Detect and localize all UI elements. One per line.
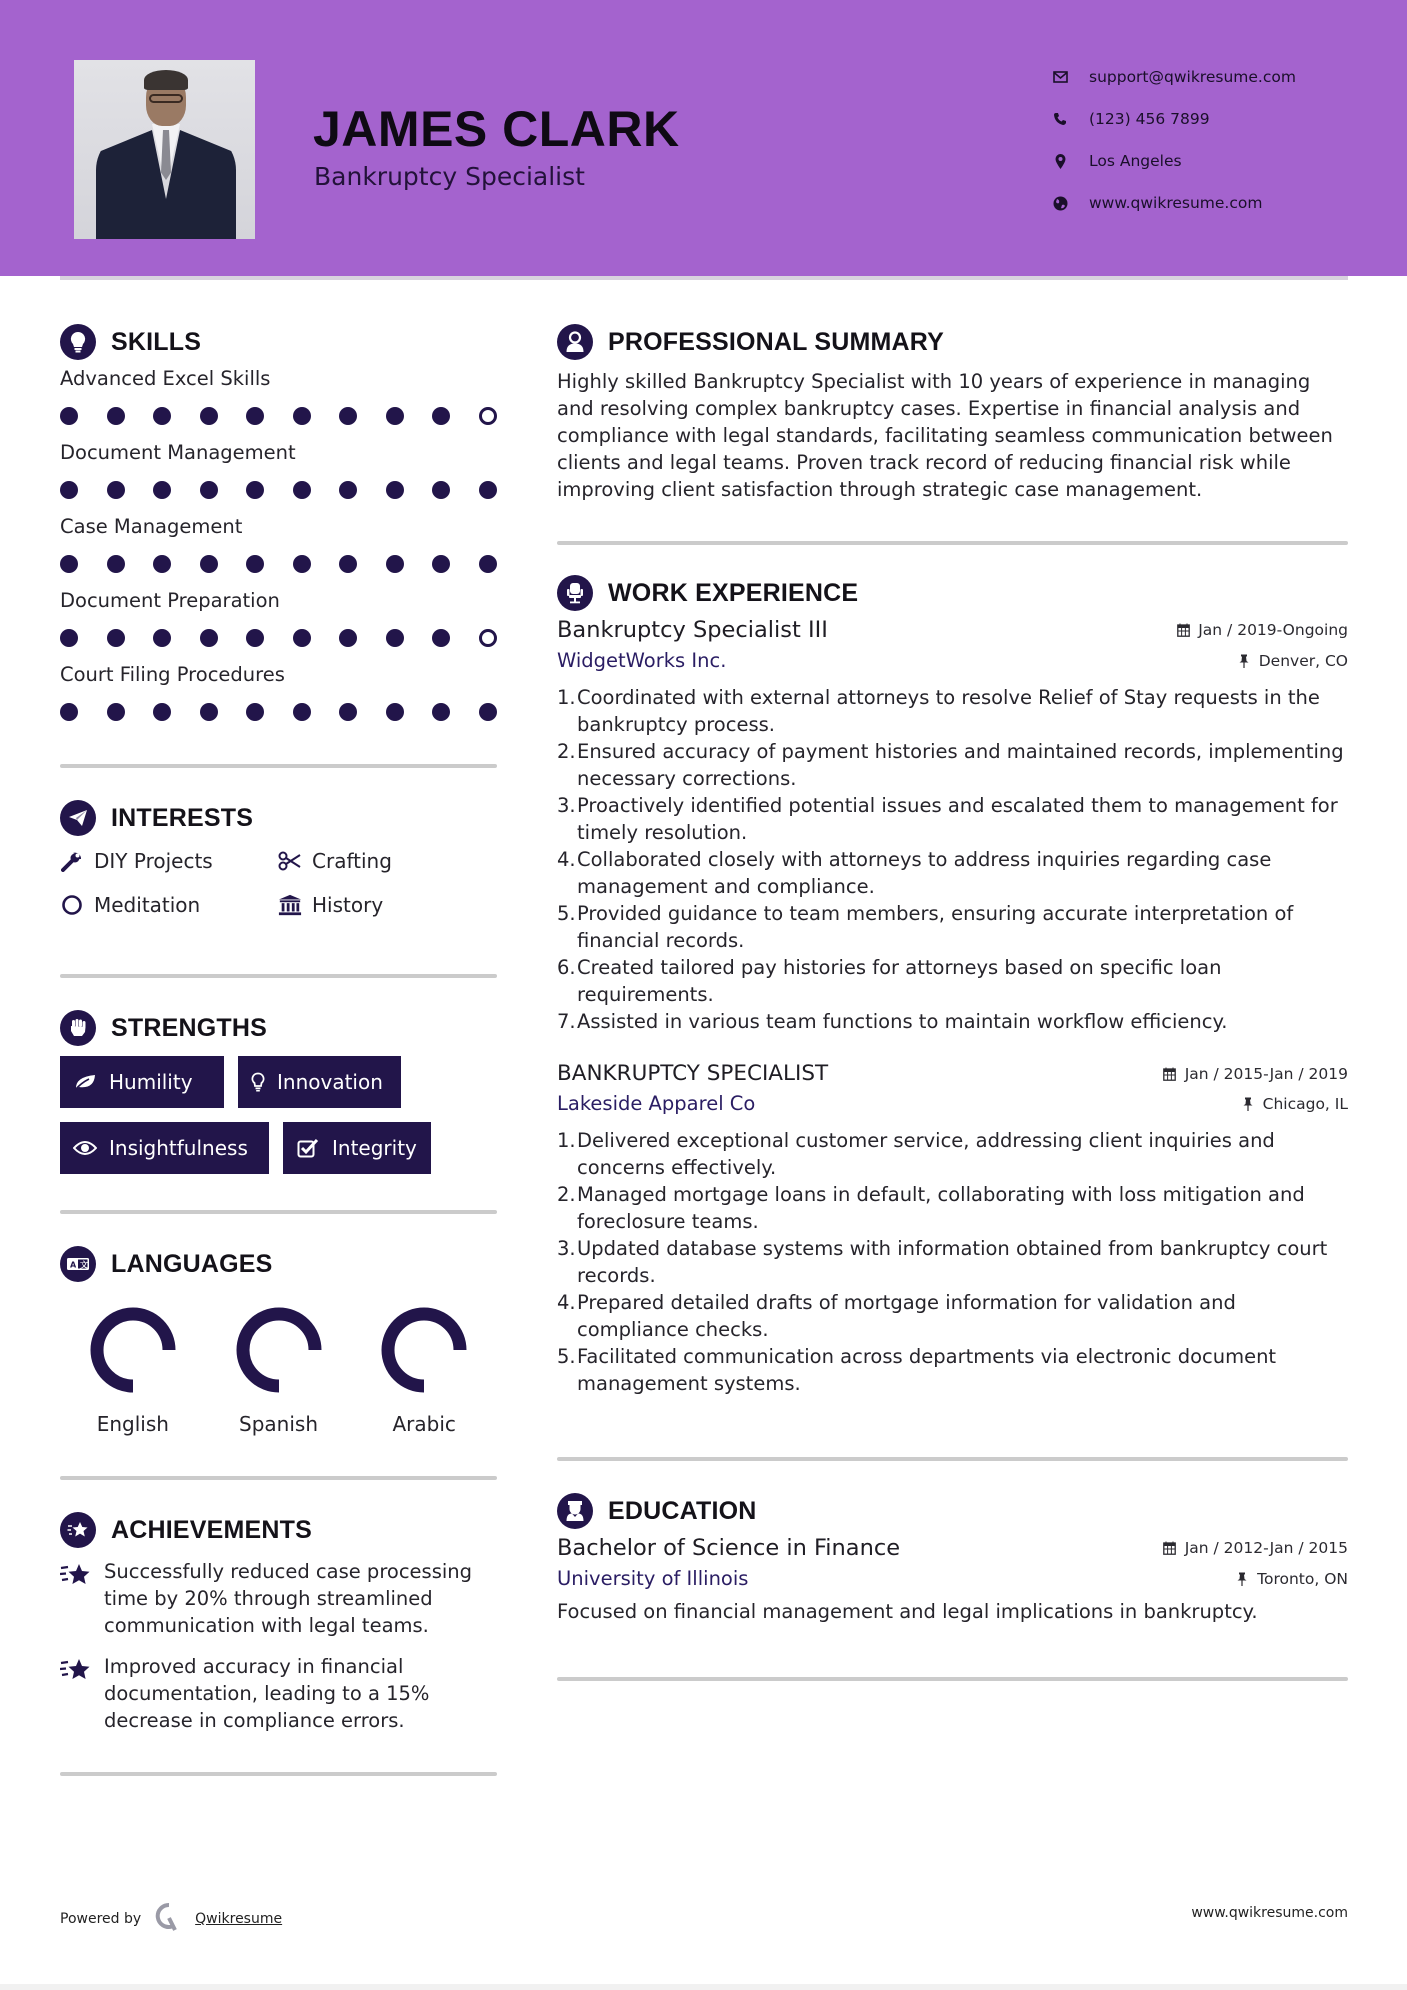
responsibility-item: 5. Facilitated communication across departments via electronic document management systems. [557, 1345, 1277, 1395]
qwikresume-logo-icon [155, 1902, 183, 1936]
section-divider [557, 541, 1348, 545]
education-location: Toronto, ON [1235, 1570, 1348, 1588]
responsibility-item: 2. Managed mortgage loans in default, collaborating with loss mitigation and foreclosure teams. [557, 1183, 1305, 1233]
strength-badge: Innovation [238, 1056, 401, 1108]
header-divider [60, 276, 1348, 280]
summary-section [557, 320, 1348, 503]
skill-item: Advanced Excel Skills [60, 364, 497, 438]
candidate-title: Bankruptcy Specialist [314, 162, 585, 191]
interest-item: Meditation [60, 886, 278, 924]
job-dates: Jan / 2015-Jan / 2019 [1163, 1065, 1348, 1083]
wrench-icon [60, 849, 84, 873]
responsibility-item: 5. Provided guidance to team members, ensuring accurate interpretation of financial records. [557, 902, 1294, 952]
section-divider [557, 1677, 1348, 1681]
experience-heading: WORK EXPERIENCE [557, 571, 1348, 615]
strength-badge: Integrity [283, 1122, 431, 1174]
skill-rating [60, 616, 497, 660]
responsibility-item: 6. Created tailored pay histories for attorneys based on specific loan requirements. [557, 956, 1222, 1006]
scissors-icon [278, 849, 302, 873]
eye-icon [72, 1137, 98, 1159]
pushpin-icon [1241, 1097, 1255, 1111]
powered-by-label: Powered by [60, 1911, 142, 1927]
checkbox-icon [295, 1137, 321, 1159]
section-divider [60, 974, 497, 978]
left-column [60, 320, 497, 1776]
company-name: Lakeside Apparel Co [557, 1092, 756, 1115]
skill-rating [60, 690, 497, 734]
fist-icon [60, 1010, 96, 1046]
lightbulb-icon [250, 1071, 266, 1093]
pushpin-icon [1235, 1572, 1249, 1586]
responsibility-item: 3. Proactively identified potential issues and escalated them to management for timely resolution. [557, 794, 1338, 844]
skill-item: Document Preparation [60, 586, 497, 660]
skill-item: Document Management [60, 438, 497, 512]
language-icon [60, 1246, 96, 1282]
footer-website-link[interactable]: www.qwikresume.com [1191, 1905, 1348, 1921]
page-bottom-edge [0, 1984, 1407, 1990]
svg-text:A: A [70, 1260, 77, 1270]
footer-branding [60, 1902, 282, 1936]
skill-rating [60, 468, 497, 512]
contact-location: Los Angeles [1050, 140, 1296, 182]
contact-email[interactable]: support@qwikresume.com [1050, 56, 1296, 98]
calendar-icon [1163, 1067, 1177, 1081]
language-level-ring [87, 1304, 179, 1396]
interests-heading: INTERESTS [60, 796, 497, 840]
skill-rating [60, 542, 497, 586]
section-divider [60, 764, 497, 768]
languages-list [60, 1304, 497, 1436]
job-responsibilities [557, 684, 1348, 1035]
skill-rating [60, 394, 497, 438]
profile-photo [74, 60, 255, 239]
contact-website[interactable]: www.qwikresume.com [1050, 182, 1296, 224]
languages-heading: A 文 LANGUAGES [60, 1242, 497, 1286]
job-entry [557, 617, 1348, 1035]
responsibility-item: 4. Collaborated closely with attorneys to address inquiries regarding case management and compliance. [557, 848, 1272, 898]
education-section [557, 1489, 1348, 1625]
language-level-ring [233, 1304, 325, 1396]
interest-item: History [278, 886, 478, 924]
strengths-list [60, 1056, 480, 1174]
interest-item: DIY Projects [60, 842, 278, 880]
skills-heading: SKILLS [60, 320, 497, 364]
job-dates: Jan / 2019-Ongoing [1176, 621, 1348, 639]
phone-icon [1052, 111, 1068, 127]
qwikresume-link[interactable]: Qwikresume [195, 1911, 283, 1927]
strengths-heading: STRENGTHS [60, 1006, 497, 1050]
job-entry [557, 1061, 1348, 1397]
responsibility-item: 1. Delivered exceptional customer service, addressing client inquiries and concerns effectively. [557, 1129, 1275, 1179]
paper-plane-icon [60, 800, 96, 836]
responsibility-item: 1. Coordinated with external attorneys to resolve Relief of Stay requests in the bankruptcy process. [557, 686, 1320, 736]
skill-item: Case Management [60, 512, 497, 586]
user-icon [557, 324, 593, 360]
responsibility-item: 3. Updated database systems with information obtained from bankruptcy court records. [557, 1237, 1328, 1287]
job-responsibilities [557, 1127, 1348, 1397]
school-name: University of Illinois [557, 1567, 749, 1590]
language-level-ring [378, 1304, 470, 1396]
education-heading: EDUCATION [557, 1489, 1348, 1533]
achievements-section [60, 1508, 497, 1734]
bank-icon [278, 893, 302, 917]
language-item: Spanish [206, 1304, 352, 1436]
achievement-item: Successfully reduced case processing time by 20% through streamlined communication with legal teams. [60, 1558, 497, 1639]
resume-header [0, 0, 1407, 276]
job-location: Denver, CO [1237, 652, 1348, 670]
star-badge-icon [60, 1512, 96, 1548]
responsibility-item: 2. Ensured accuracy of payment histories and maintained records, implementing necessary corrections. [557, 740, 1344, 790]
circle-icon [60, 893, 84, 917]
section-divider [557, 1457, 1348, 1461]
languages-section [60, 1242, 497, 1436]
right-column [557, 320, 1348, 1681]
map-marker-icon [1052, 153, 1068, 169]
contact-phone[interactable]: (123) 456 7899 [1050, 98, 1296, 140]
svg-text:文: 文 [80, 1260, 88, 1270]
shooting-star-icon [60, 1653, 94, 1734]
calendar-icon [1176, 623, 1190, 637]
skill-item: Court Filing Procedures [60, 660, 497, 734]
calendar-icon [1163, 1541, 1177, 1555]
skills-section [60, 320, 497, 734]
shooting-star-icon [60, 1558, 94, 1639]
graduate-icon [557, 1493, 593, 1529]
education-entry [557, 1535, 1348, 1625]
section-divider [60, 1210, 497, 1214]
language-item: English [60, 1304, 206, 1436]
section-divider [60, 1476, 497, 1480]
pushpin-icon [1237, 654, 1251, 668]
section-divider [60, 1772, 497, 1776]
interests-list [60, 842, 497, 924]
education-dates: Jan / 2012-Jan / 2015 [1163, 1539, 1348, 1557]
achievements-heading: ACHIEVEMENTS [60, 1508, 497, 1552]
job-location: Chicago, IL [1241, 1095, 1348, 1113]
education-description: Focused on financial management and legal implications in bankruptcy. [557, 1600, 1258, 1623]
job-title: BANKRUPTCY SPECIALIST [557, 1061, 829, 1086]
contact-list [1050, 56, 1296, 224]
achievement-item: Improved accuracy in financial documentation, leading to a 15% decrease in compliance errors. [60, 1653, 497, 1734]
strength-badge: Insightfulness [60, 1122, 269, 1174]
summary-text: Highly skilled Bankruptcy Specialist with 10 years of experience in managing and resolving complex bankruptcy cases. Expertise in financial analysis and compliance with legal standards, facilitating seamless communication between clients and legal teams. Proven track record of reducing financial risk while improving client satisfaction through strategic case management. [557, 370, 1333, 501]
leaf-icon [72, 1071, 98, 1093]
strengths-section [60, 1006, 497, 1174]
globe-icon [1052, 195, 1068, 211]
job-title: Bankruptcy Specialist III [557, 617, 828, 643]
summary-heading: PROFESSIONAL SUMMARY [557, 320, 1348, 364]
degree-name: Bachelor of Science in Finance [557, 1535, 901, 1561]
responsibility-item: 4. Prepared detailed drafts of mortgage information for validation and compliance checks. [557, 1291, 1236, 1341]
chair-icon [557, 575, 593, 611]
responsibility-item: 7. Assisted in various team functions to maintain workflow efficiency. [557, 1010, 1228, 1033]
lightbulb-icon [60, 324, 96, 360]
strength-badge: Humility [60, 1056, 224, 1108]
interest-item: Crafting [278, 842, 478, 880]
experience-section [557, 571, 1348, 1397]
envelope-icon [1052, 69, 1068, 85]
company-name: WidgetWorks Inc. [557, 649, 727, 672]
language-item: Arabic [351, 1304, 497, 1436]
interests-section [60, 796, 497, 924]
candidate-name: JAMES CLARK [313, 101, 680, 157]
